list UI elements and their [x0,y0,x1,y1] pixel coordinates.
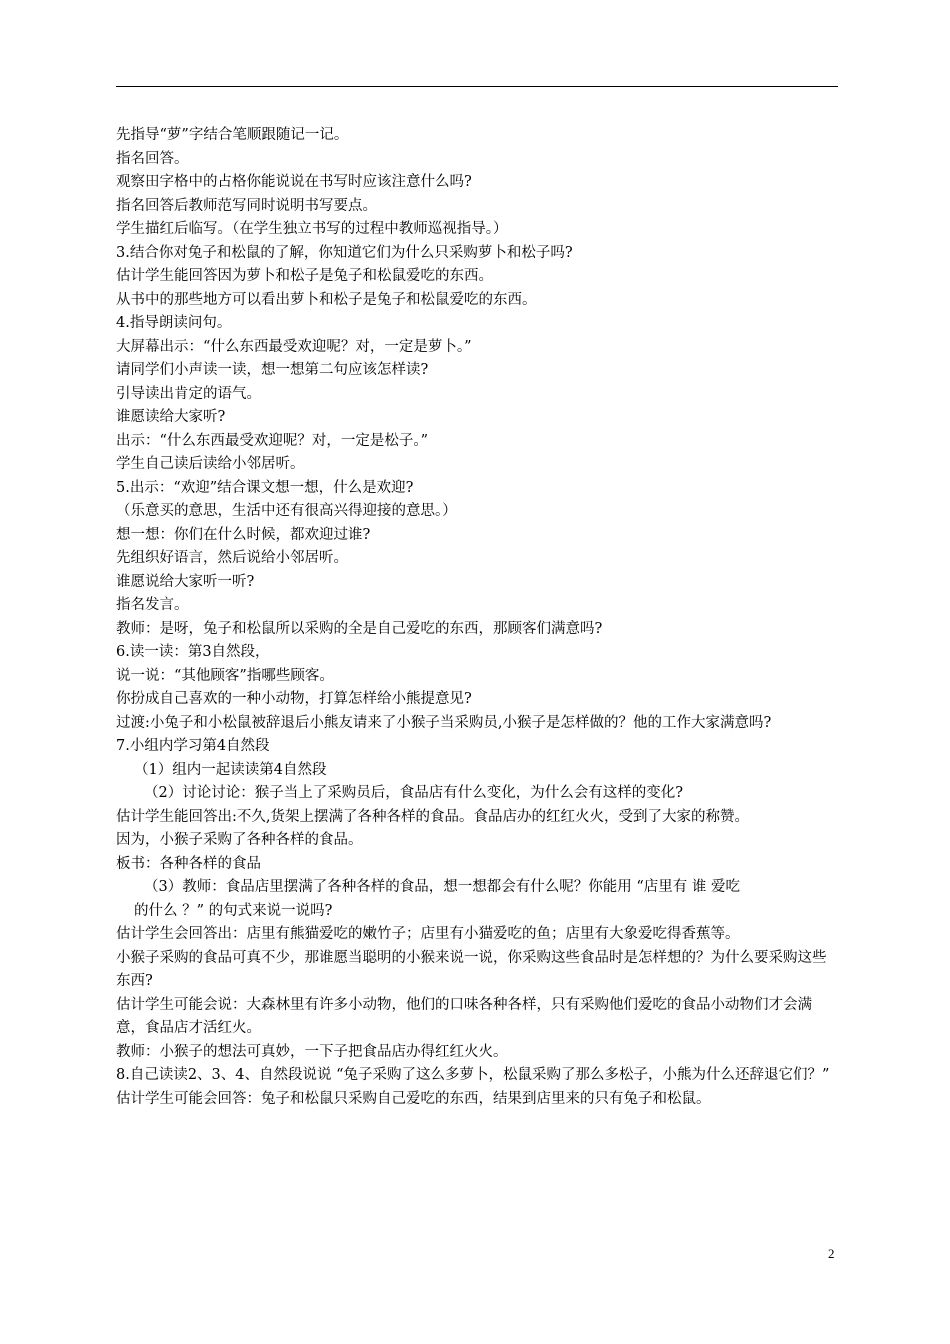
text-line: 指名回答。 [116,150,189,167]
text-line: 4.指导朗读问句。 [116,315,232,331]
text-line: 教师：是呀，兔子和松鼠所以采购的全是自己爱吃的东西，那顾客们满意吗? [116,620,603,637]
text-line: 谁愿读给大家听? [116,409,226,425]
text-line: 指名回答后教师范写同时说明书写要点。 [116,197,377,214]
text-line: 你扮成自己喜欢的一种小动物，打算怎样给小熊提意见? [116,691,472,707]
text-paragraph: 估计学生能回答出:不久,货架上摆满了各种各样的食品。食品店办的红红火火，受到了大家的称赞。 [116,808,749,825]
text-line: 说一说：“其他顾客”指哪些顾客。 [116,667,334,684]
text-line: 7.小组内学习第4自然段 [116,738,270,754]
page-number: 2 [828,1246,835,1261]
text-line: 6.读一读：第3自然段， [116,644,270,660]
body-text [116,124,838,1111]
text-line: 引导读出肯定的语气。 [116,385,261,402]
text-line: 指名发言。 [116,597,189,613]
text-line: 3.结合你对兔子和松鼠的了解，你知道它们为什么只采购萝卜和松子吗? [116,244,573,261]
text-line: 大屏幕出示：“什么东西最受欢迎呢？对，一定是萝卜。” [116,338,472,355]
text-line: 5.出示：“欢迎”结合课文想一想，什么是欢迎? [116,479,414,496]
text-line: 估计学生可能会回答：兔子和松鼠只采购自己爱吃的东西，结果到店里来的只有兔子和松鼠。 [116,1090,711,1107]
text-line: 出示：“什么东西最受欢迎呢？对，一定是松子。” [116,432,429,449]
text-paragraph: 估计学生可能会说：大森林里有许多小动物，他们的口味各种各样，只有采购他们爱吃的食品小动物们才会满意，食品店才活红火。 [116,996,812,1036]
text-line: 因为，小猴子采购了各种各样的食品。 [116,832,363,848]
text-paragraph: 8.自己读读2、3、4、自然段说说 “兔子采购了这么多萝卜，松鼠采购了那么多松子，小熊为什么还辞退它们？” [116,1067,830,1083]
header-rule [116,86,838,87]
text-line: 学生描红后临写。（在学生独立书写的过程中教师巡视指导。） [116,221,508,237]
text-line: 观察田字格中的占格你能说说在书写时应该注意什么吗? [116,174,472,190]
text-line: 的什么 ？” 的句式来说一说吗? [134,902,333,919]
text-paragraph: 估计学生会回答出：店里有熊猫爱吃的嫩竹子；店里有小猫爱吃的鱼；店里有大象爱吃得香蕉等。 [116,926,740,942]
text-line: 估计学生能回答因为萝卜和松子是兔子和松鼠爱吃的东西。 [116,268,493,284]
text-paragraph: 小猴子采购的食品可真不少，那谁愿当聪明的小猴来说一说，你采购这些食品时是怎样想的？为什么要采购这些东西? [116,949,827,989]
text-line: （1）组内一起读读第4自然段 [134,761,327,778]
text-line: （3）教师：食品店里摆满了各种各样的食品，想一想都会有什么呢？你能用 “店里有 谁 爱吃 [144,879,740,895]
text-line: 教师：小猴子的想法可真妙，一下子把食品店办得红红火火。 [116,1043,508,1060]
text-line: 从书中的那些地方可以看出萝卜和松子是兔子和松鼠爱吃的东西。 [116,291,537,308]
text-line: 先组织好语言，然后说给小邻居听。 [116,550,348,566]
text-line: （乐意买的意思，生活中还有很高兴得迎接的意思。） [116,503,457,519]
text-paragraph: 过渡:小兔子和小松鼠被辞退后小熊友请来了小猴子当采购员,小猴子是怎样做的？他的工作大家满意吗? [116,714,772,731]
text-line: 学生自己读后读给小邻居听。 [116,456,305,472]
text-line: 请同学们小声读一读，想一想第二句应该怎样读? [116,362,429,378]
text-line: 谁愿说给大家听一听? [116,573,255,590]
text-line: 想一想：你们在什么时候，都欢迎过谁? [116,526,371,543]
text-line: 板书：各种各样的食品 [116,855,261,872]
text-line: 先指导“萝”字结合笔顺跟随记一记。 [116,127,349,143]
text-line: （2）讨论讨论：猴子当上了采购员后，食品店有什么变化，为什么会有这样的变化? [144,785,683,801]
